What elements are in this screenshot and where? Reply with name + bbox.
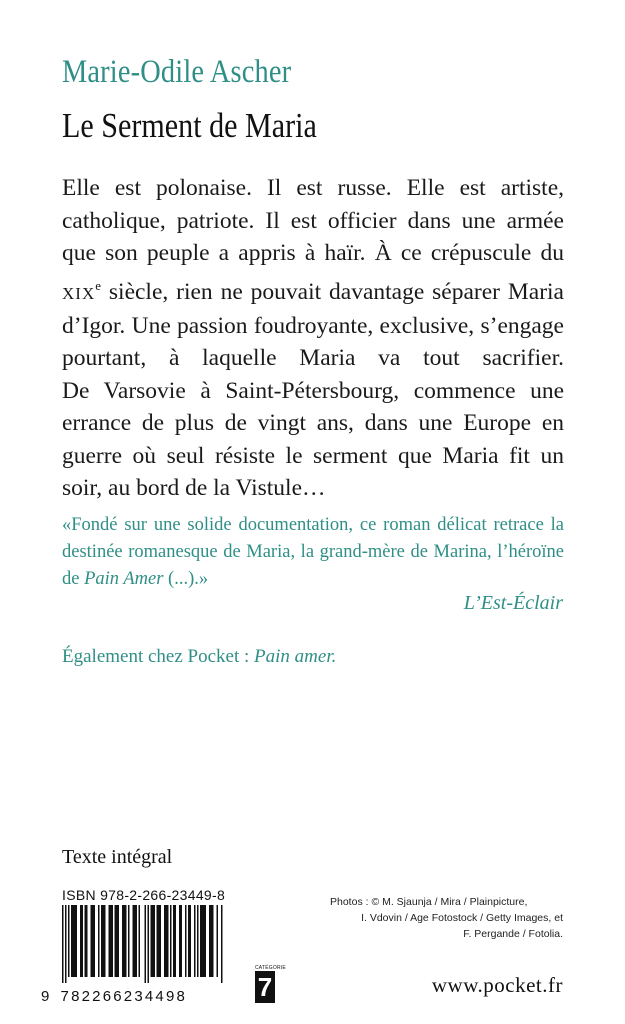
barcode-bar — [98, 905, 100, 977]
barcode-bar — [115, 905, 120, 977]
photo-credits — [330, 894, 563, 942]
barcode-bar — [109, 905, 114, 977]
barcode-number: 9 782266234498 — [41, 988, 188, 1005]
category-badge — [255, 965, 286, 1007]
barcode-bar — [164, 905, 169, 977]
barcode-bar — [71, 905, 77, 977]
website-url: www.pocket.fr — [431, 973, 563, 997]
book-title: Le Serment de Maria — [62, 106, 317, 145]
barcode — [62, 905, 224, 983]
category-number: 7 — [255, 971, 275, 1003]
barcode-bar — [200, 905, 206, 977]
barcode-bar — [170, 905, 172, 977]
barcode-bar — [217, 905, 219, 977]
barcode-bar — [128, 905, 130, 977]
category-label: CATÉGORIE — [255, 965, 286, 971]
blurb-paragraph-1: Elle est polonaise. Il est russe. Elle est artiste, catholique, patriote. Il est officier dans une armée que son peuple a appris à haïr. À ce crépuscule du XIXe siècle, rien ne pouvait davantage séparer Maria d’Igor. Une passion foudroyante, exclusive, s’engage pourtant, à laquelle Maria va tout sacrifier. — [62, 175, 564, 372]
barcode-bar — [151, 905, 156, 977]
also-available: Également chez Pocket : Pain amer. — [62, 646, 337, 667]
barcode-bar — [157, 905, 162, 977]
century-numeral: XIX — [62, 283, 96, 303]
barcode-bar — [65, 905, 67, 983]
credits-line-3: F. Pergande / Fotolia. — [463, 928, 563, 940]
author-name: Marie-Odile Ascher — [62, 54, 292, 90]
blurb-paragraph-2: De Varsovie à Saint-Pétersbourg, commence une errance de plus de vingt ans, dans une Europe en guerre où seul résiste le serment que Maria fit un soir, au bord de la Vistule… — [62, 377, 564, 502]
barcode-bar — [209, 905, 214, 977]
blurb — [62, 172, 564, 505]
barcode-bar — [148, 905, 150, 983]
barcode-bar — [179, 905, 182, 977]
barcode-bar — [80, 905, 83, 977]
barcode-bar — [194, 905, 196, 977]
barcode-bar — [197, 905, 199, 977]
edition-note: Texte intégral — [62, 846, 173, 868]
barcode-bar — [91, 905, 96, 977]
credits-line-2: I. Vdovin / Age Fotostock / Getty Images, et — [361, 912, 563, 924]
barcode-bar — [173, 905, 176, 977]
barcode-bar — [133, 905, 138, 977]
barcode-bar — [188, 905, 191, 977]
barcode-bar — [221, 905, 223, 983]
barcode-bar — [139, 905, 141, 977]
barcode-bar — [101, 905, 106, 977]
barcode-bar — [145, 905, 147, 983]
barcode-bar — [62, 905, 64, 983]
barcode-bar — [122, 905, 127, 977]
press-quote-text: «Fondé sur une solide documentation, ce roman délicat retrace la destinée romanesque de Maria, la grand-mère de Marina, l’héroïne de Pain Amer (...).» — [62, 515, 564, 589]
also-available-title: Pain amer. — [254, 646, 337, 667]
isbn-label: ISBN 978-2-266-23449-8 — [62, 887, 226, 903]
press-quote — [62, 512, 564, 593]
barcode-bar — [185, 905, 187, 977]
credits-line-1: Photos : © M. Sjaunja / Mira / Plainpicture, — [330, 896, 528, 908]
century-superscript: e — [95, 277, 101, 293]
barcode-bar — [68, 905, 70, 977]
press-quote-source: L’Est-Éclair — [463, 592, 563, 614]
barcode-bar — [85, 905, 88, 977]
press-quote-book-title: Pain Amer — [84, 569, 164, 589]
